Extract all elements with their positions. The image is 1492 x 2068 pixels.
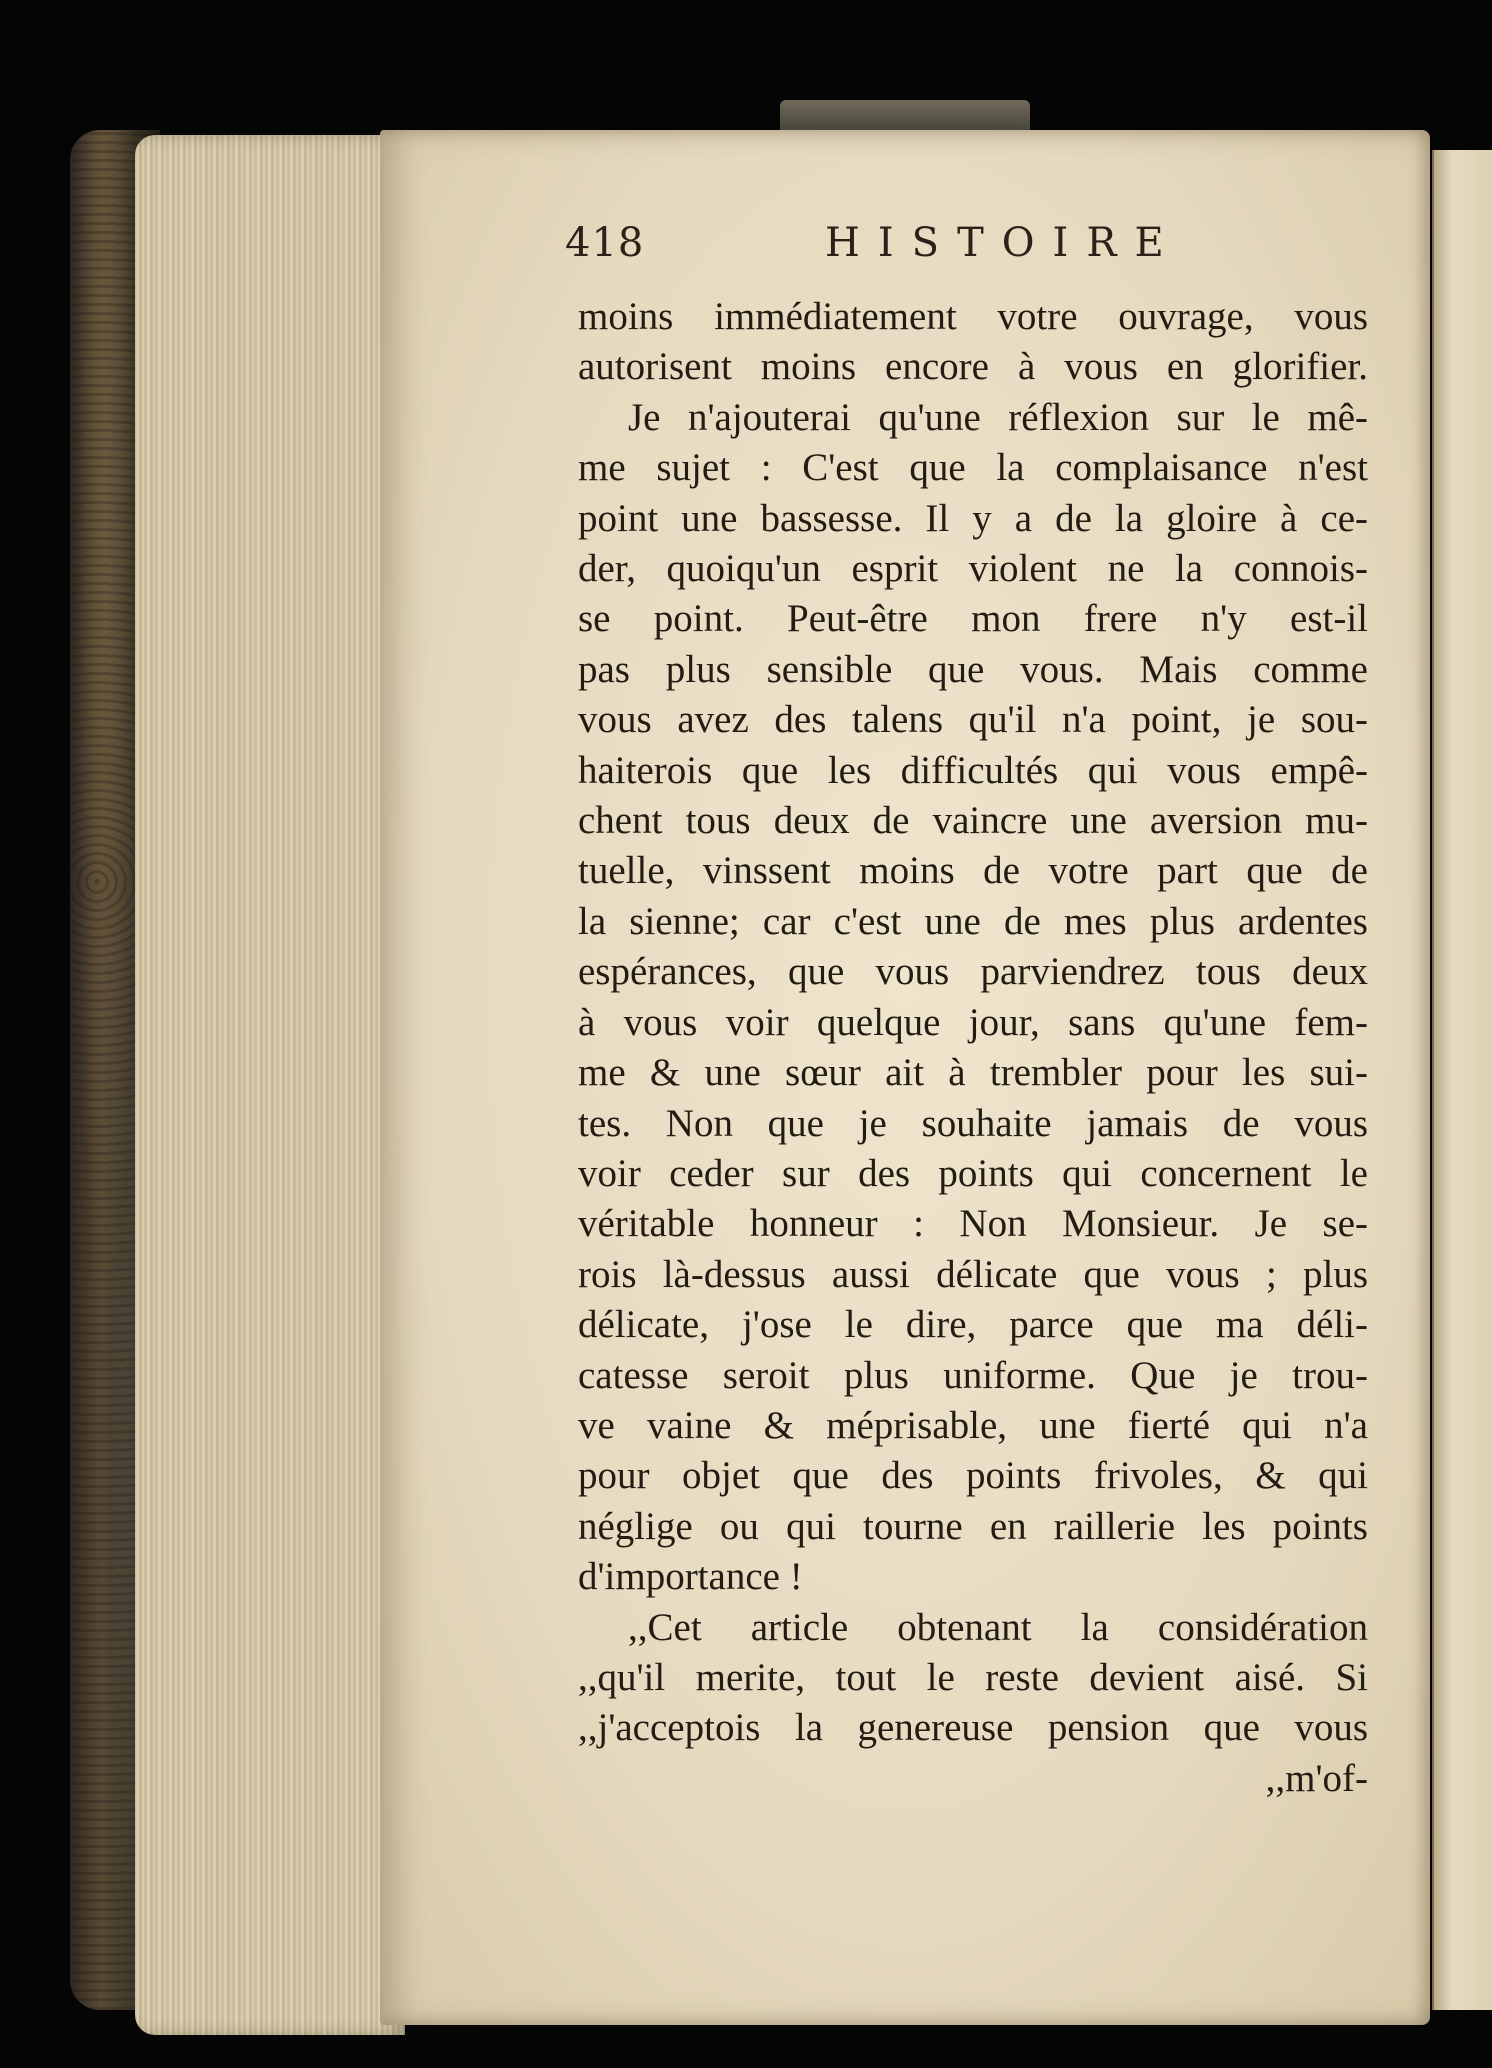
text-line: chent tous deux de vaincre une aversion mu-: [578, 799, 1368, 843]
catchword: ,,m'of-: [1265, 1756, 1368, 1800]
text-line: délicate, j'ose le dire, parce que ma déli-: [578, 1303, 1368, 1347]
running-head: [565, 220, 1325, 280]
text-line: d'importance !: [578, 1555, 803, 1599]
running-title: HISTOIRE: [825, 220, 1182, 266]
text-line: me & une sœur ait à trembler pour les sui-: [578, 1051, 1368, 1095]
page-number: 418: [565, 220, 645, 266]
text-line: catesse seroit plus uniforme. Que je trou-: [578, 1353, 1368, 1397]
body-text: [578, 292, 1368, 1804]
text-line: pour objet que des points frivoles, & qui: [578, 1454, 1368, 1498]
text-line: néglige ou qui tourne en raillerie les points: [578, 1504, 1368, 1548]
text-line: tes. Non que je souhaite jamais de vous: [578, 1101, 1368, 1145]
text-line: pas plus sensible que vous. Mais comme: [578, 647, 1368, 691]
text-line: espérances, que vous parviendrez tous deux: [578, 950, 1368, 994]
text-line: se point. Peut-être mon frere n'y est-il: [578, 597, 1368, 641]
text-line: ,,qu'il merite, tout le reste devient aisé. Si: [578, 1655, 1368, 1699]
text-line: point une bassesse. Il y a de la gloire à ce-: [578, 496, 1368, 540]
text-line: tuelle, vinssent moins de votre part que de: [578, 849, 1368, 893]
text-line: vous avez des talens qu'il n'a point, je sou-: [578, 698, 1368, 742]
text-line: la sienne; car c'est une de mes plus ardentes: [578, 899, 1368, 943]
text-line: der, quoiqu'un esprit violent ne la connois-: [578, 547, 1368, 591]
facing-page-edge: [1432, 150, 1492, 2010]
text-line: ,,Cet article obtenant la considération: [628, 1605, 1368, 1649]
text-line: véritable honneur : Non Monsieur. Je se-: [578, 1202, 1368, 1246]
text-line: voir ceder sur des points qui concernent le: [578, 1151, 1368, 1195]
text-line: moins immédiatement votre ouvrage, vous: [578, 295, 1368, 338]
text-line: me sujet : C'est que la complaisance n'est: [578, 446, 1368, 490]
text-line: haiterois que les difficultés qui vous empê-: [578, 748, 1368, 792]
text-line: à vous voir quelque jour, sans qu'une fem-: [578, 1000, 1368, 1044]
text-line: autorisent moins encore à vous en glorifier.: [578, 345, 1368, 389]
text-line: ve vaine & méprisable, une fierté qui n'a: [578, 1403, 1368, 1447]
text-line: rois là-dessus aussi délicate que vous ; plus: [578, 1252, 1368, 1296]
text-line: ,,j'acceptois la genereuse pension que vous: [578, 1706, 1368, 1750]
page-edges: [135, 135, 405, 2035]
text-line: Je n'ajouterai qu'une réflexion sur le mê-: [628, 395, 1368, 439]
